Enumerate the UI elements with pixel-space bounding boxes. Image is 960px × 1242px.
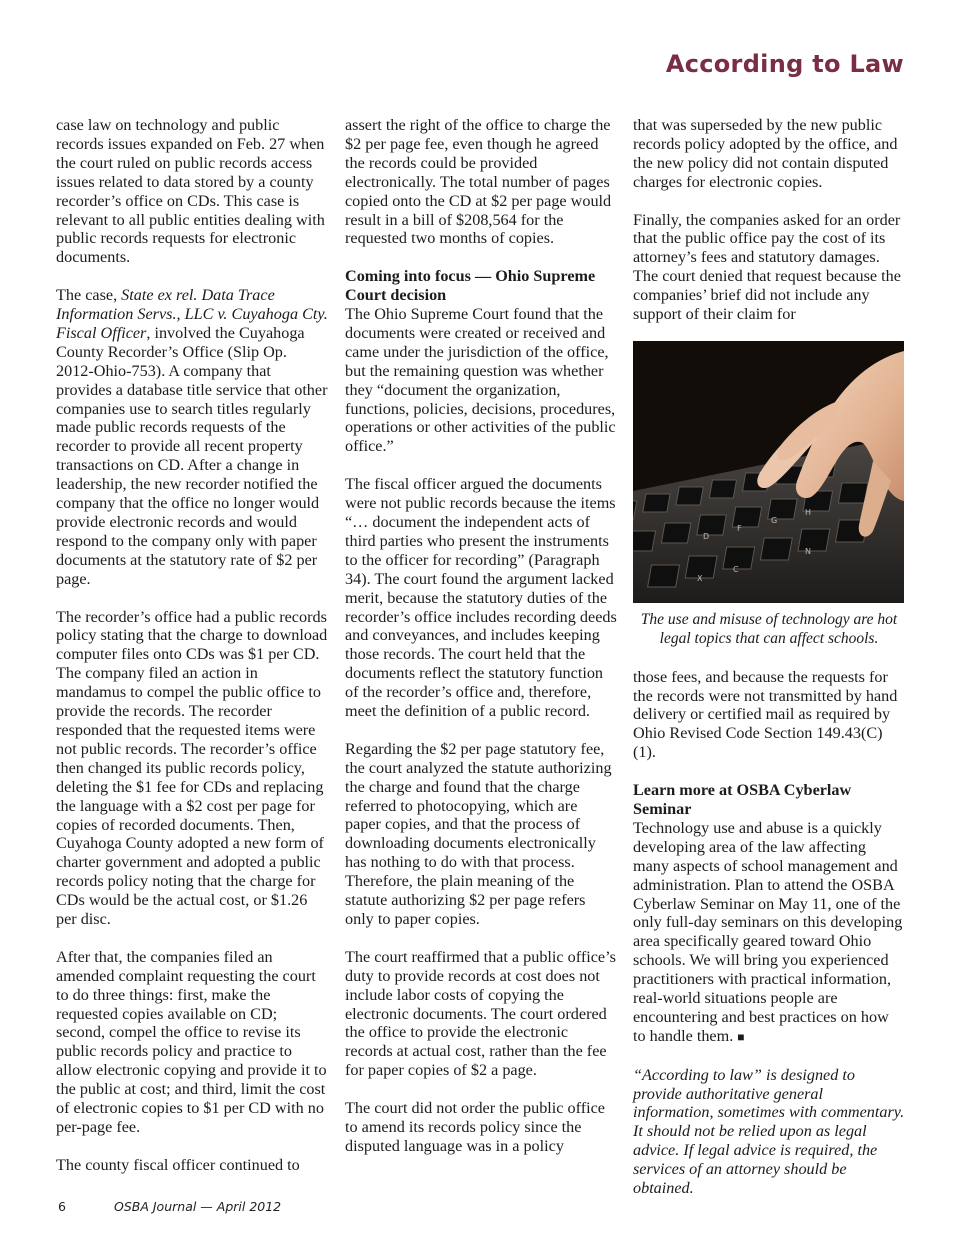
key-label: N	[805, 546, 811, 556]
paragraph: The Ohio Supreme Court found that the documents were created or received and came under the jurisdiction of the office, but the remaining question was whether they “document the organization, functions, policies, decisions, procedures, operations or other activities of the public office.”	[345, 305, 616, 456]
paragraph: that was superseded by the new public records policy adopted by the office, and the new policy did not contain disputed charges for electronic copies.	[633, 116, 898, 191]
key-label: H	[805, 507, 812, 517]
paragraph: The case, State ex rel. Data Trace Information Servs., LLC v. Cuyahoga Cty. Fiscal Officer, involved the Cuyahoga County Recorder’s Office (Slip Op. 2012-Ohio-753). A company that provides a database title service that other companies use to search titles regularly made public records requests of the recorder to provide all recent property transactions on CD. After a change in leadership, the new recorder notified the company that the office no longer would provide electronic records and would respond to the company only with paper documents at the statutory rate of $2 per page.	[56, 286, 328, 588]
end-mark-icon: ■	[737, 1029, 745, 1044]
article-column-1	[56, 116, 328, 1175]
paragraph: Technology use and abuse is a quickly developing area of the law affecting many aspects of school management and administration. Plan to attend the OSBA Cyberlaw Seminar on May 11, one of the only full-day seminars on this developing area specifically geared toward Ohio schools. We will bring you experienced practitioners with practical information, real-world situations people are encountering and best practices on how to handle them. ■	[633, 818, 903, 1045]
hand-on-keyboard-photo	[633, 341, 904, 603]
key-label: D	[703, 531, 710, 541]
article-column-2	[345, 116, 617, 1156]
section-title: According to Law	[665, 50, 904, 78]
paragraph: Regarding the $2 per page statutory fee, the court analyzed the statute authorizing the charge and found that the charge referred to photocopying, which are paper copies, and that the process of downloading documents electronically has nothing to do with that process. Therefore, the plain meaning of the statute authorizing $2 per page refers only to paper copies.	[345, 739, 612, 929]
subheading: Coming into focus — Ohio Supreme Court decision	[345, 267, 596, 305]
paragraph: The court did not order the public office to amend its records policy since the disputed language was in a policy	[345, 1099, 605, 1155]
journal-issue: OSBA Journal — April 2012	[114, 1199, 282, 1214]
paragraph: those fees, and because the requests for the records were not transmitted by hand delivery or certified mail as required by Ohio Revised Code Section 149.43(C)(1).	[633, 667, 898, 762]
page-number: 6	[58, 1199, 66, 1214]
key-label: G	[771, 515, 778, 525]
key-label: X	[697, 573, 703, 583]
key-label: C	[733, 564, 739, 574]
paragraph: case law on technology and public records issues expanded on Feb. 27 when the court ruled on public records access issues related to data stored by a county recorder’s office on CDs. This case is relevant to all public entities dealing with public records requests for electronic documents.	[56, 116, 325, 267]
subheading: Learn more at OSBA Cyberlaw Seminar	[633, 781, 852, 818]
paragraph: Finally, the companies asked for an order that the public office pay the cost of its attorney’s fees and statutory damages. The court denied that request because the companies’ brief did not include any support of their claim for	[633, 210, 901, 324]
paragraph: The recorder’s office had a public records policy stating that the charge to download computer files onto CDs was $1 per CD. The company filed an action in mandamus to compel the public office to provide the records. The recorder responded that the requested items were not public records. The recorder’s office then changed its public records policy, deleting the $1 fee for CDs and replacing the language with a $2 cost per page for copies of recorded documents. Then, Cuyahoga County adopted a new form of charter government and adopted a public records policy noting that the charge for CDs would be the actual cost, or $1.26 per disc.	[56, 607, 328, 929]
case-citation: State ex rel. Data Trace Information Servs., LLC v. Cuyahoga Cty. Fiscal Officer	[56, 286, 328, 342]
paragraph: The county fiscal officer continued to	[56, 1155, 300, 1174]
photo-caption: The use and misuse of technology are hot legal topics that can affect schools.	[640, 610, 898, 647]
paragraph: The court reaffirmed that a public office’s duty to provide records at cost does not include labor costs of copying the electronic documents. The court ordered the office to provide the electronic records at actual cost, rather than the fee for paper copies of $2 a page.	[345, 947, 616, 1080]
paragraph: assert the right of the office to charge the $2 per page fee, even though he agreed the records could be provided electronically. The total number of pages copied onto the CD at $2 per page would result in a bill of $208,564 for the requested two months of copies.	[345, 116, 612, 248]
disclaimer: “According to law” is designed to provide authoritative general information, sometimes with commentary. It should not be relied upon as legal advice. If legal advice is required, the services of an attorney should be obtained.	[633, 1065, 905, 1198]
paragraph: After that, the companies filed an amended complaint requesting the court to do three things: first, make the requested copies available on CD; second, compel the office to revise its public records policy and practice to allow electronic copying and provide it to the public at cost; and third, limit the cost of electronic copies to $1 per CD with no per-page fee.	[56, 947, 327, 1136]
key-label: F	[737, 523, 742, 533]
paragraph: The fiscal officer argued the documents were not public records because the items “… document the independent acts of third parties who present the instruments to the officer for recording” (Paragraph 34). The court found the argument lacked merit, because the statutory duties of the recorder’s office includes recording deeds and conveyances, and includes keeping those records. The court held that the documents reflect the statutory function of the recorder’s office and, therefore, meet the definition of a public record.	[345, 475, 617, 721]
keyboard-illustration	[633, 341, 904, 603]
article-column-3	[633, 116, 905, 1198]
page-footer	[58, 1199, 281, 1214]
